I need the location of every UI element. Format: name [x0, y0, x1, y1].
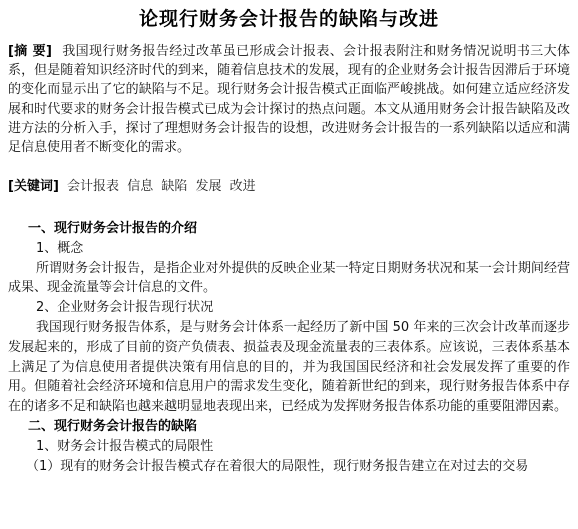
document-title: 论现行财务会计报告的缺陷与改进	[138, 8, 439, 30]
paragraph: （1）现有的财务会计报告模式存在着很大的局限性，现行财务报告建立在对过去的交易	[26, 458, 529, 474]
keywords-label: [关键词]	[8, 179, 59, 194]
keyword: 信息	[127, 179, 154, 194]
keyword: 会计报表	[67, 179, 120, 194]
document-body	[8, 219, 570, 476]
section-heading: 一、现行财务会计报告的介绍	[28, 221, 198, 236]
subsection-heading: 1、财务会计报告模式的局限性	[36, 438, 214, 454]
subsection-heading: 2、企业财务会计报告现行状况	[36, 300, 214, 316]
keyword: 发展	[195, 179, 222, 194]
keywords	[8, 177, 570, 196]
keyword: 缺陷	[161, 179, 188, 194]
abstract-text: 我国现行财务报告经过改革虽已形成会计报表、会计报表附注和财务情况说明书三大体系，但是随着知识经济时代的到来，随着信息技术的发展，现有的企业财务会计报告因滞后于环境的变化而显示出了它的缺陷与不足。现行财务会计报告模式正面临严峻挑战。如何建立适应经济发展和时代要求的财务会计报告模式已成为会计探讨的热点问题。本文从通用财务会计报告缺陷及改进方法的分析入手，探讨了理想财务会计报告的设想，改进财务会计报告的一系列缺陷以适应和满足信息使用者不断变化的需求。	[8, 44, 570, 156]
section-heading: 二、现行财务会计报告的缺陷	[28, 418, 198, 434]
abstract	[8, 42, 570, 157]
keyword: 改进	[229, 179, 256, 194]
abstract-label: [摘 要]	[8, 44, 52, 59]
paragraph: 我国现行财务报告体系，是与财务会计体系一起经历了新中国 50 年来的三次会计改革而逐步发展起来的，形成了目前的资产负债表、损益表及现金流量表的三表体系。应该说，三表体系基本上满足了为信息使用者提供决策有用信息的目的，并为我国国民经济和社会发展发挥了重要的作用。但随着社会经济环境和信息用户的需求发生变化，随着新世纪的到来，现行财务报告体系中存在的诸多不足和缺陷也越来越明显地表现出来，已经成为发挥财务报告体系功能的重要阻滞因素。	[8, 319, 570, 415]
subsection-heading: 1、概念	[36, 240, 84, 256]
paragraph: 所谓财务会计报告，是指企业对外提供的反映企业某一特定日期财务状况和某一会计期间经营成果、现金流量等会计信息的文件。	[8, 260, 570, 296]
